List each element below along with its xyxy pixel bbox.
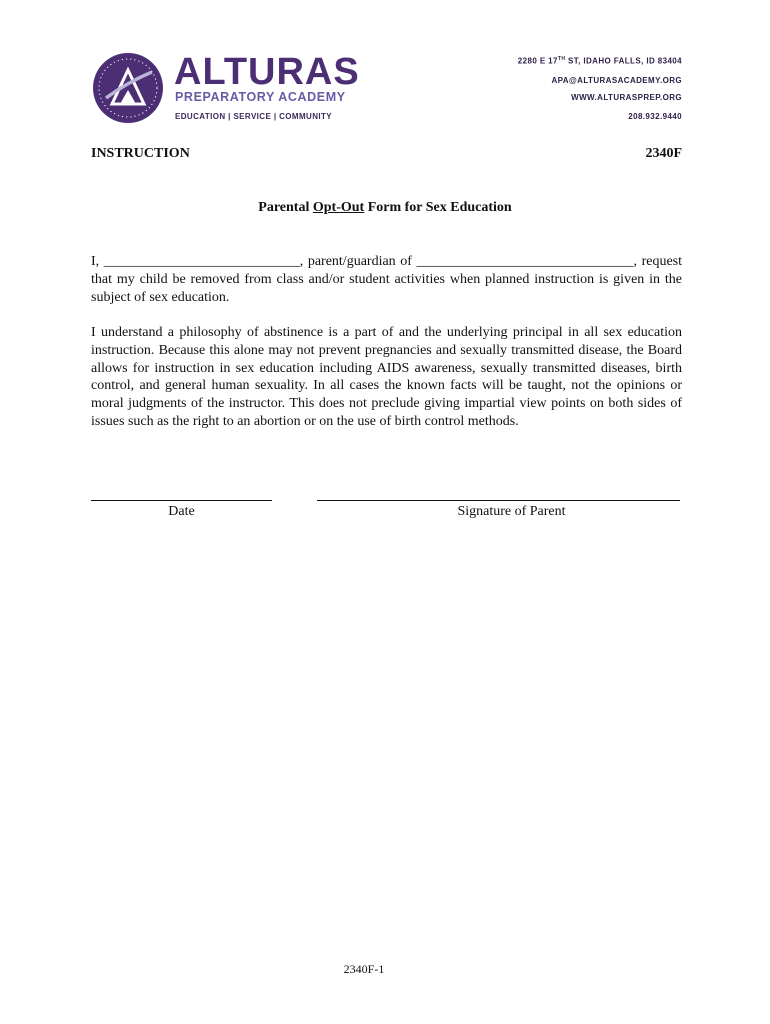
contact-phone: 208.932.9440 — [628, 112, 682, 121]
brand-tagline: EDUCATION | SERVICE | COMMUNITY — [175, 112, 333, 121]
philosophy-paragraph: I understand a philosophy of abstinence is a part of and the underlying principal in all sex education instruction. Because this alone may not prevent pregnancies and sexually transmitted disease, the Board allows for instruction in sex education including AIDS awareness, sexually transmitted diseases, birth control, and general human sexuality. In all cases the known facts will be taught, not the opinions or moral judgments of the instructor. This does not preclude giving impartial view points on both sides of issues such as the right to an abortion or on the use of birth control methods. — [91, 325, 682, 429]
parent-signature-line[interactable] — [317, 500, 680, 501]
page-number: 2340F-1 — [343, 962, 385, 976]
parent-signature-label: Signature of Parent — [457, 504, 566, 519]
brand-subtitle: PREPARATORY ACADEMY — [175, 90, 346, 104]
policy-number: 2340F — [645, 146, 682, 161]
form-title: Parental Opt-Out Form for Sex Education — [258, 200, 512, 215]
date-signature-line[interactable] — [91, 500, 272, 501]
brand-name: ALTURAS — [174, 51, 360, 93]
request-paragraph: I, ____________________________, parent/guardian of _______________________________, request that my child be removed from class and/or student activities when planned instruction is given in the subject of sex education. — [91, 254, 682, 305]
contact-address: 2280 E 17TH ST, IDAHO FALLS, ID 83404 — [517, 56, 682, 66]
section-label: INSTRUCTION — [91, 146, 190, 161]
contact-website: WWW.ALTURASPREP.ORG — [571, 93, 682, 102]
mountain-compass-icon — [92, 52, 164, 124]
title-underlined: Opt-Out — [312, 200, 365, 215]
contact-email: APA@ALTURASACADEMY.ORG — [551, 76, 682, 85]
date-label: Date — [168, 504, 195, 519]
